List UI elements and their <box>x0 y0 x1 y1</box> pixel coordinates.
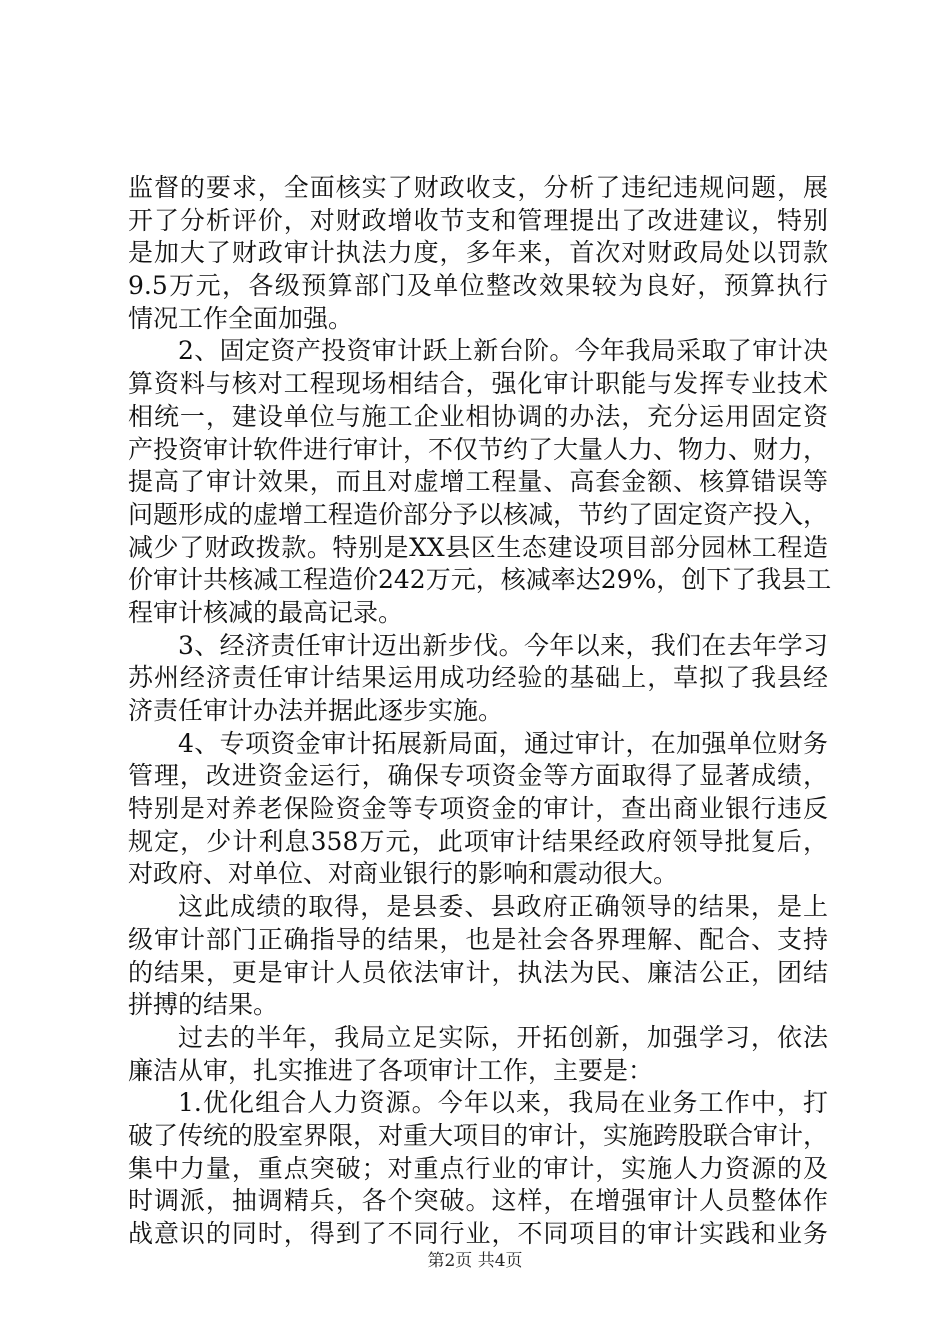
paragraph-2-line: 程审计核减的最高记录。 <box>128 597 404 627</box>
paragraph-4-line: 对政府、对单位、对商业银行的影响和震动很大。 <box>128 859 679 889</box>
paragraph-6-line: 廉洁从审，扎实推进了各项审计工作，主要是： <box>128 1055 654 1085</box>
paragraph-7-line: 集中力量，重点突破；对重点行业的审计，实施人力资源的及 <box>128 1153 828 1183</box>
paragraph-1-line: 是加大了财政审计执法力度，多年来，首次对财政局处以罚款 <box>128 238 828 268</box>
paragraph-2-line: 提高了审计效果，而且对虚增工程量、高套金额、核算错误等 <box>128 467 828 497</box>
paragraph-2-line: 问题形成的虚增工程造价部分予以核减，节约了固定资产投入， <box>128 499 829 529</box>
paragraph-2-line: 减少了财政拨款。特别是XX县区生态建设项目部分园林工程造 <box>128 532 828 562</box>
paragraph-3-line: 苏州经济责任审计结果运用成功经验的基础上，草拟了我县经 <box>128 663 828 693</box>
page-footer: 第2页 共4页 <box>427 1251 523 1271</box>
paragraph-4-line: 4、专项资金审计拓展新局面，通过审计，在加强单位财务 <box>178 728 828 758</box>
paragraph-5-line: 的结果，更是审计人员依法审计，执法为民、廉洁公正，团结 <box>128 957 828 987</box>
paragraph-4-line: 特别是对养老保险资金等专项资金的审计，查出商业银行违反 <box>128 794 828 824</box>
paragraph-2-line: 产投资审计软件进行审计，不仅节约了大量人力、物力、财力， <box>128 434 829 464</box>
paragraph-1-line: 监督的要求，全面核实了财政收支，分析了违纪违规问题，展 <box>128 173 828 202</box>
paragraph-2-line: 算资料与核对工程现场相结合，强化审计职能与发挥专业技术 <box>128 369 828 399</box>
paragraph-2-line: 2、固定资产投资审计跃上新台阶。今年我局采取了审计决 <box>178 336 828 366</box>
paragraph-2-line: 价审计共核减工程造价242万元，核减率达29%，创下了我县工 <box>128 565 832 595</box>
paragraph-7-line: 战意识的同时，得到了不同行业，不同项目的审计实践和业务 <box>128 1219 828 1248</box>
paragraph-6-line: 过去的半年，我局立足实际，开拓创新，加强学习，依法 <box>178 1022 828 1052</box>
paragraph-4-line: 规定，少计利息358万元，此项审计结果经政府领导批复后， <box>128 826 828 856</box>
paragraph-3-line: 济责任审计办法并据此逐步实施。 <box>128 696 504 725</box>
paragraph-1-line: 开了分析评价，对财政增收节支和管理提出了改进建议，特别 <box>128 205 828 235</box>
paragraph-1-line: 9.5万元，各级预算部门及单位整改效果较为良好，预算执行 <box>128 271 828 301</box>
paragraph-2-line: 相统一，建设单位与施工企业相协调的办法，充分运用固定资 <box>128 401 828 431</box>
paragraph-7-line: 破了传统的股室界限，对重大项目的审计，实施跨股联合审计， <box>128 1120 829 1150</box>
document-body <box>128 172 832 1251</box>
paragraph-5-line: 这此成绩的取得，是县委、县政府正确领导的结果，是上 <box>178 892 828 922</box>
paragraph-5-line: 拼搏的结果。 <box>128 990 279 1020</box>
paragraph-1-line: 情况工作全面加强。 <box>128 303 354 333</box>
paragraph-3-line: 3、经济责任审计迈出新步伐。今年以来，我们在去年学习 <box>178 630 828 660</box>
paragraph-5-line: 级审计部门正确指导的结果，也是社会各界理解、配合、支持 <box>128 924 828 954</box>
paragraph-7-line: 1.优化组合人力资源。今年以来，我局在业务工作中，打 <box>178 1088 828 1118</box>
paragraph-7-line: 时调派，抽调精兵，各个突破。这样，在增强审计人员整体作 <box>128 1186 828 1216</box>
paragraph-4-line: 管理，改进资金运行，确保专项资金等方面取得了显著成绩， <box>128 761 828 791</box>
